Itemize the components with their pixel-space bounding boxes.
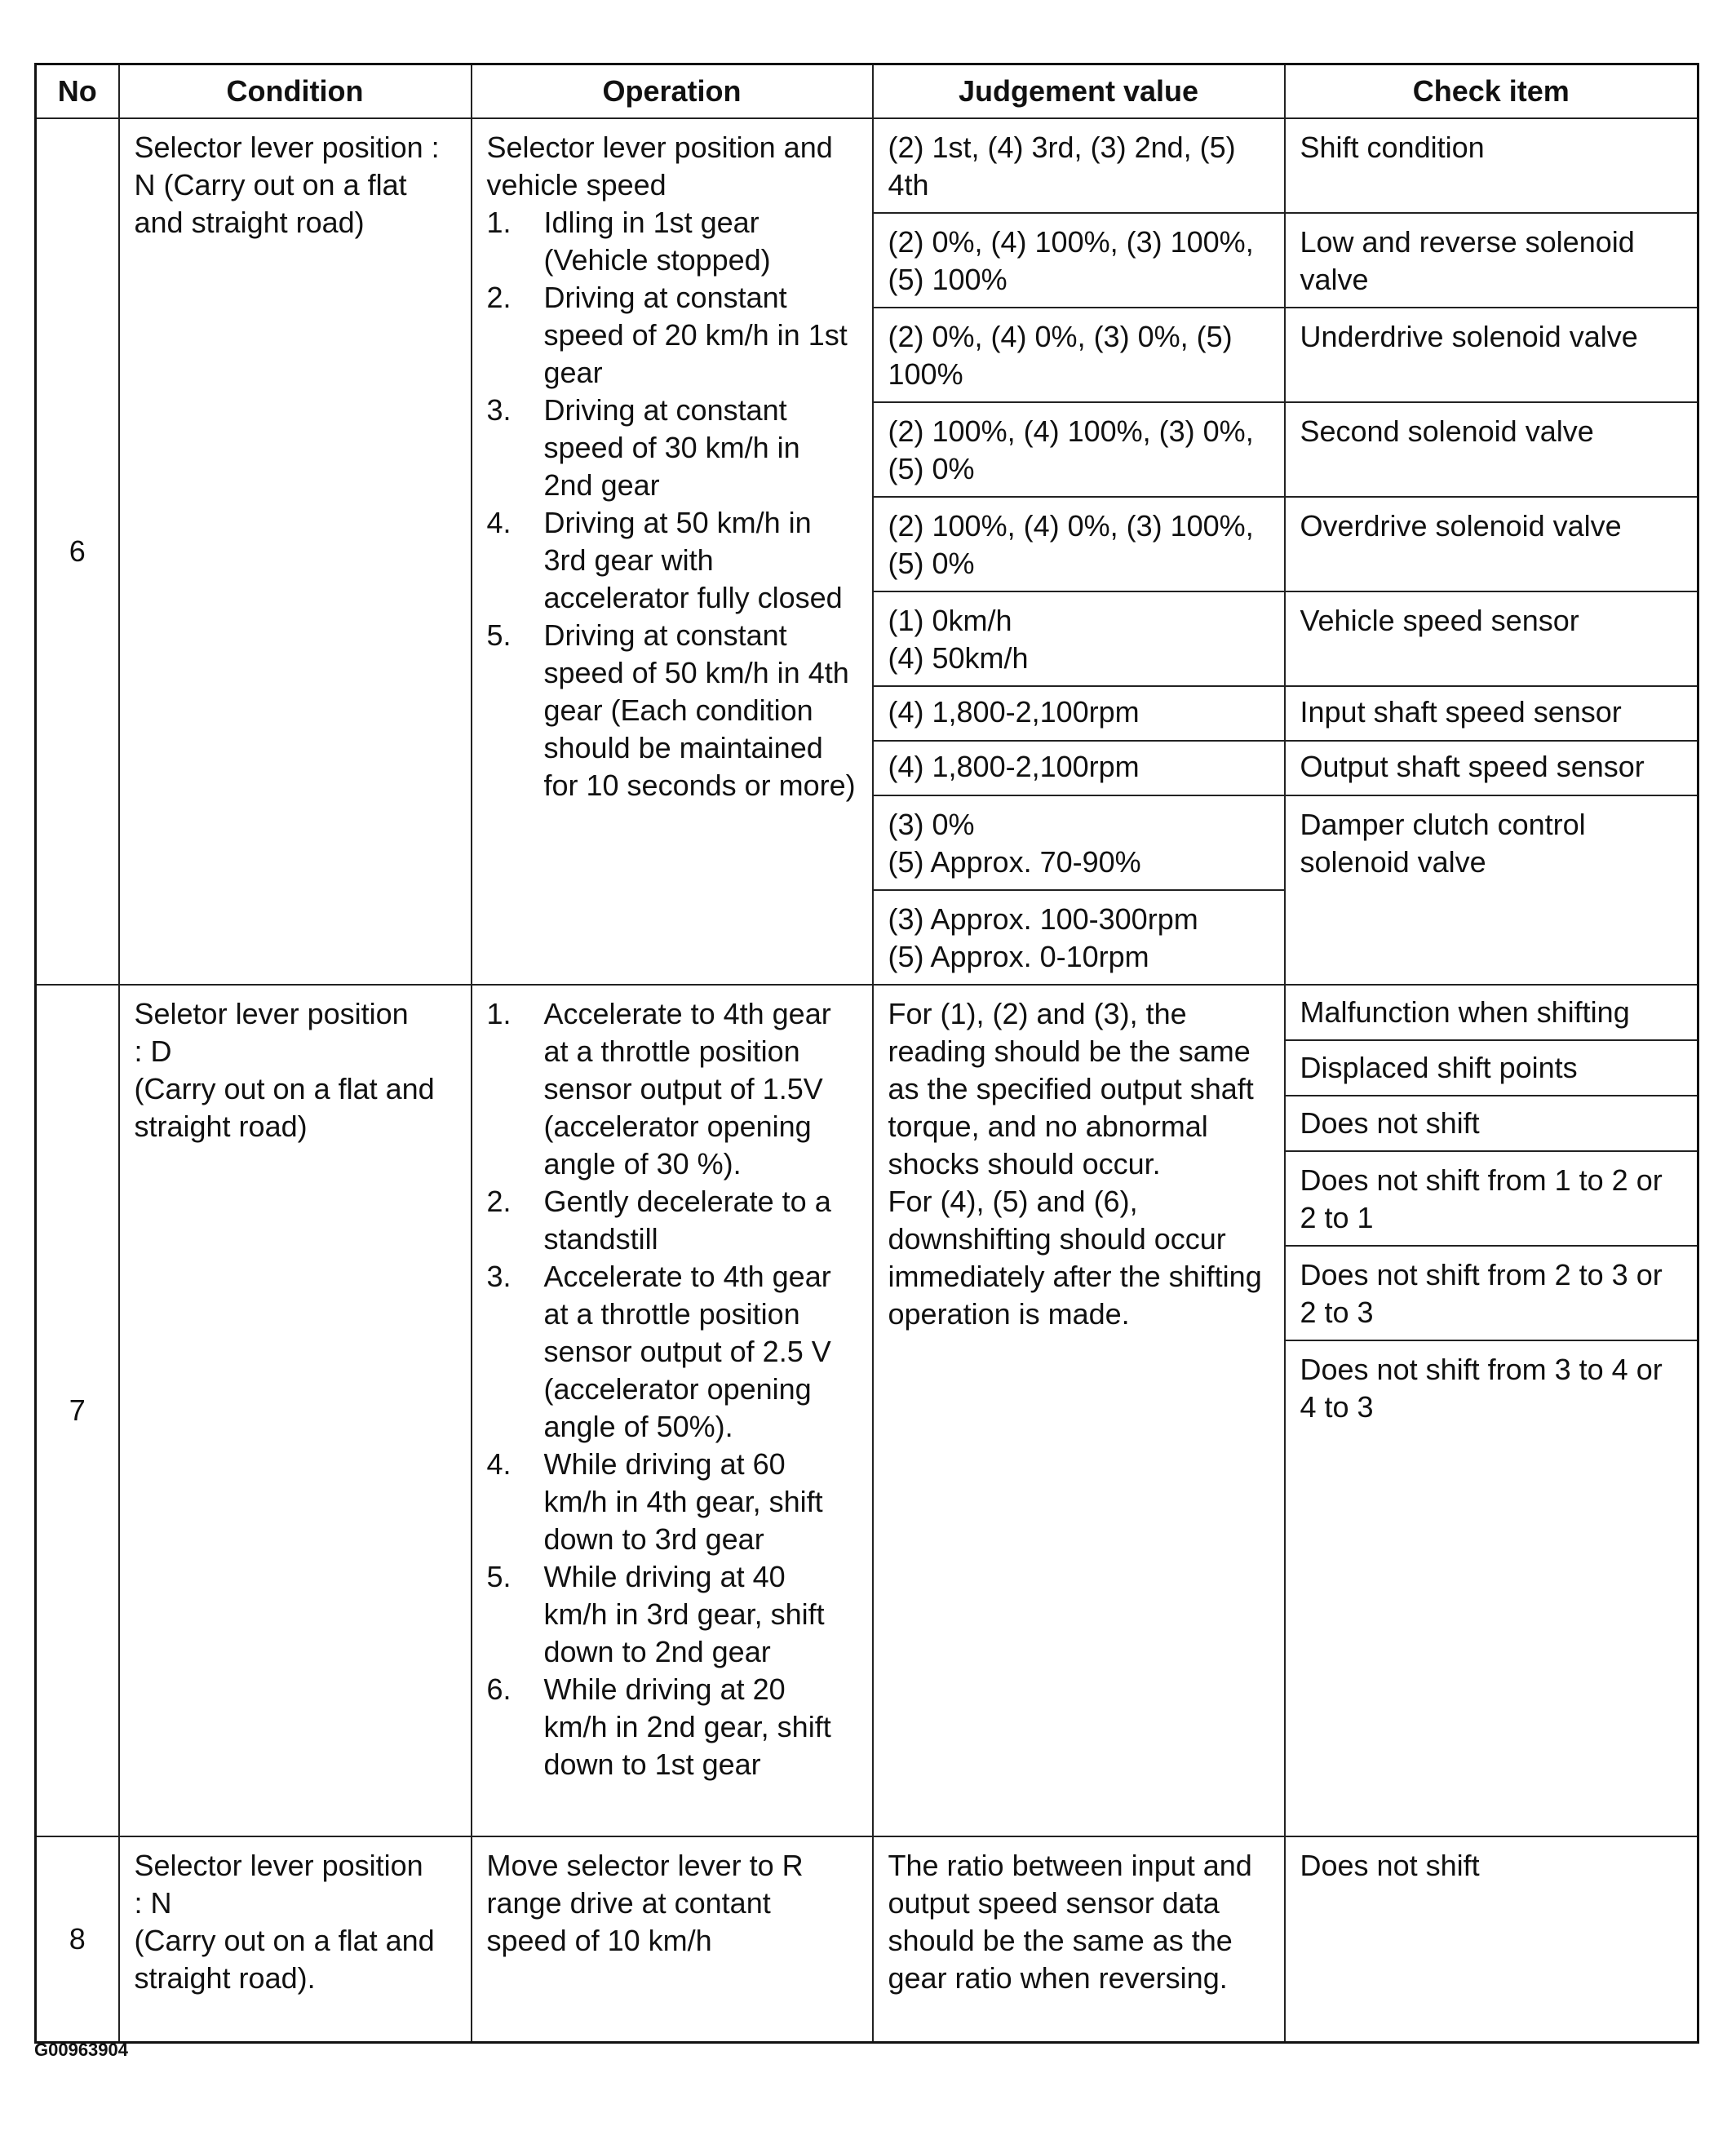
header-operation: Operation [472,64,873,119]
step-number: 3. [486,1260,512,1293]
operation-steps [487,995,857,1783]
operation-step [487,1558,857,1671]
judgement-cell: (4) 1,800-2,100rpm [873,741,1285,795]
operation-cell: Move selector lever to R range drive at contant speed of 10 km/h [472,1836,873,2042]
operation-step [487,204,857,279]
row-number: 6 [36,118,119,985]
judgement-cell: (2) 100%, (4) 100%, (3) 0%, (5) 0% [873,402,1285,497]
operation-step [487,1258,857,1446]
step-text: Driving at constant speed of 30 km/h in 2nd gear [543,393,800,502]
check-item-cell: Does not shift from 2 to 3 or 2 to 3 [1285,1246,1698,1340]
check-item-cell: Overdrive solenoid valve [1285,497,1698,591]
judgement-cell: The ratio between input and output speed sensor data should be the same as the gear ratio when reversing. [873,1836,1285,2042]
step-text: Idling in 1st gear (Vehicle stopped) [543,206,771,277]
check-item-cell: Does not shift from 3 to 4 or 4 to 3 [1285,1340,1698,1836]
judgement-cell: (2) 0%, (4) 0%, (3) 0%, (5) 100% [873,308,1285,402]
step-text: While driving at 20 km/h in 2nd gear, shift down to 1st gear [543,1672,831,1781]
step-number: 4. [486,1447,512,1481]
condition-cell: Selector lever position : N (Carry out on a flat and straight road). [119,1836,472,2042]
header-condition: Condition [119,64,472,119]
check-item-cell: Input shaft speed sensor [1285,686,1698,741]
check-item-cell: Second solenoid valve [1285,402,1698,497]
step-text: While driving at 60 km/h in 4th gear, shift down to 3rd gear [543,1447,823,1556]
check-item-cell: Low and reverse solenoid valve [1285,213,1698,308]
row-number: 8 [36,1836,119,2042]
header-no: No [36,64,119,119]
step-text: Driving at 50 km/h in 3rd gear with accelerator fully closed [543,506,843,614]
operation-step [487,617,857,804]
operation-step [487,1446,857,1558]
operation-steps [487,204,857,804]
step-number: 2. [486,281,512,314]
judgement-cell: For (1), (2) and (3), the reading should be the same as the specified output shaft torque, and no abnormal shocks should occur. For (4), (5) and (6), downshifting should occur immediately after the shifting operation is made. [873,985,1285,1836]
step-text: Accelerate to 4th gear at a throttle position sensor output of 1.5V (accelerator opening angle of 30 %). [543,997,831,1181]
judgement-cell: (2) 100%, (4) 0%, (3) 100%, (5) 0% [873,497,1285,591]
check-item-cell: Vehicle speed sensor [1285,591,1698,686]
step-text: Gently decelerate to a standstill [543,1185,831,1256]
table-row [36,118,1698,213]
operation-step [487,392,857,504]
operation-step [487,279,857,392]
check-item-cell: Output shaft speed sensor [1285,741,1698,795]
check-item-cell: Does not shift [1285,1836,1698,2042]
judgement-cell: (4) 1,800-2,100rpm [873,686,1285,741]
check-item-cell: Underdrive solenoid valve [1285,308,1698,402]
operation-step [487,504,857,617]
check-item-cell: Malfunction when shifting [1285,985,1698,1040]
judgement-cell: (2) 1st, (4) 3rd, (3) 2nd, (5) 4th [873,118,1285,213]
table-row [36,985,1698,1040]
header-judgement-value: Judgement value [873,64,1285,119]
judgement-cell: (3) 0% (5) Approx. 70-90% [873,795,1285,890]
operation-step [487,1183,857,1258]
step-text: Driving at constant speed of 20 km/h in 1st gear [543,281,848,389]
diagnosis-table [34,63,1699,2044]
check-item-cell: Does not shift [1285,1096,1698,1151]
judgement-cell: (1) 0km/h (4) 50km/h [873,591,1285,686]
step-number: 5. [486,618,512,652]
step-number: 5. [486,1560,512,1593]
condition-cell: Seletor lever position : D (Carry out on a flat and straight road) [119,985,472,1836]
check-item-cell: Displaced shift points [1285,1040,1698,1096]
operation-step [487,995,857,1183]
operation-cell [472,118,873,985]
step-number: 1. [486,206,512,239]
judgement-cell: (2) 0%, (4) 100%, (3) 100%, (5) 100% [873,213,1285,308]
judgement-cell: (3) Approx. 100-300rpm (5) Approx. 0-10rpm [873,890,1285,985]
step-number: 1. [486,997,512,1030]
header-check-item: Check item [1285,64,1698,119]
step-text: Driving at constant speed of 50 km/h in 4th gear (Each condition should be maintained for 10 seconds or more) [543,618,856,802]
step-text: Accelerate to 4th gear at a throttle position sensor output of 2.5 V (accelerator opening angle of 50%). [543,1260,831,1443]
table-row [36,1836,1698,2042]
check-item-cell: Damper clutch control solenoid valve [1285,795,1698,985]
check-item-cell: Does not shift from 1 to 2 or 2 to 1 [1285,1151,1698,1246]
operation-cell [472,985,873,1836]
header-row [36,64,1698,119]
check-item-cell: Shift condition [1285,118,1698,213]
row-number: 7 [36,985,119,1836]
operation-step [487,1671,857,1783]
operation-intro: Selector lever position and vehicle speed [486,131,833,202]
condition-cell: Selector lever position : N (Carry out on a flat and straight road) [119,118,472,985]
step-text: While driving at 40 km/h in 3rd gear, shift down to 2nd gear [543,1560,825,1668]
figure-code: G00963904 [34,2040,128,2060]
step-number: 2. [486,1185,512,1218]
step-number: 4. [486,506,512,539]
step-number: 3. [486,393,512,427]
step-number: 6. [486,1672,512,1706]
